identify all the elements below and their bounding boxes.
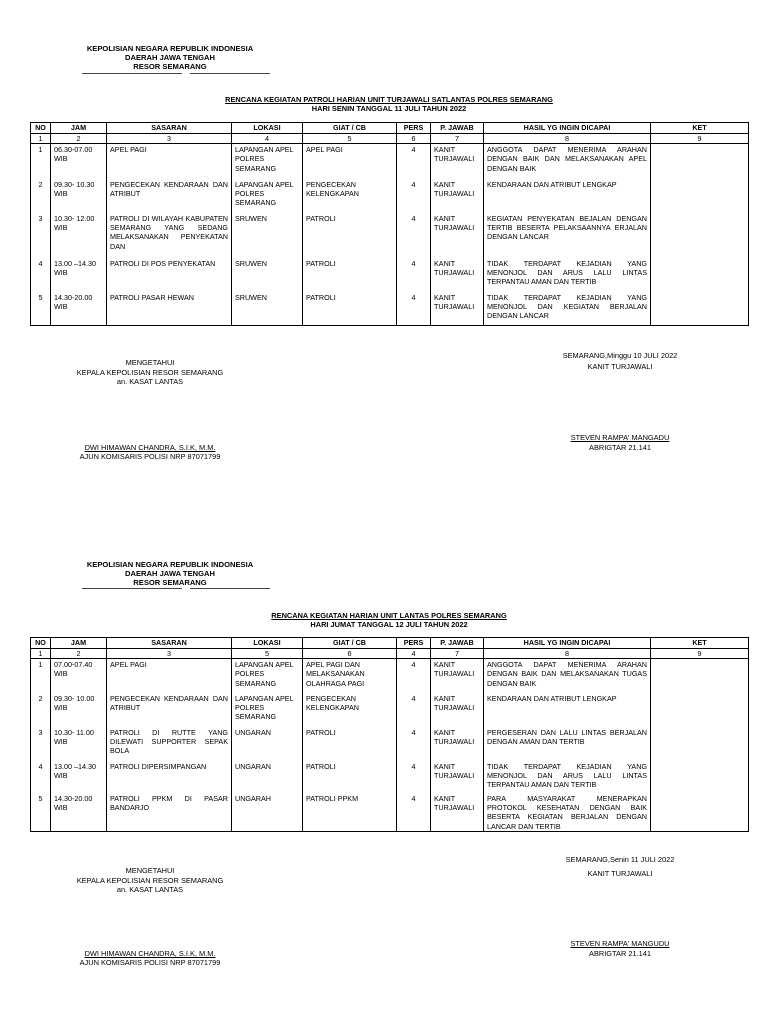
col-number: 3 <box>107 649 232 659</box>
doc1-schedule-table <box>30 122 749 326</box>
col-header-jam: JAM <box>51 638 107 649</box>
cell-jam: 14.30-20.00 WIB <box>51 292 107 326</box>
table-row <box>31 793 749 832</box>
cell-pers: 4 <box>397 179 431 213</box>
cell-giat: PATROLI <box>303 761 397 793</box>
cell-giat: PATROLI <box>303 258 397 292</box>
doc1-approver-name: DWI HIMAWAN CHANDRA, S.I.K, M.M. <box>84 442 216 452</box>
col-number: 1 <box>31 649 51 659</box>
cell-sasaran: PENGECEKAN KENDARAAN DAN ATRIBUT <box>107 693 232 727</box>
col-number: 8 <box>484 649 651 659</box>
doc1-approver-office: KEPALA KEPOLISIAN RESOR SEMARANG <box>76 367 224 377</box>
doc2-header-rule <box>82 588 270 589</box>
cell-jam: 10.30- 11.00 WIB <box>51 727 107 761</box>
col-number: 2 <box>51 134 107 144</box>
cell-jam: 14.30-20.00 WIB <box>51 793 107 832</box>
cell-sasaran: PATROLI DI RUTTE YANG DILEWATI SUPPORTER SEPAK BOLA <box>107 727 232 761</box>
cell-ket <box>651 179 749 213</box>
col-number: 1 <box>31 134 51 144</box>
cell-sasaran: PATROLI DI POS PENYEKATAN <box>107 258 232 292</box>
doc1-table-body <box>31 144 749 326</box>
doc1-signer-rank: ABRIGTAR 21.141 <box>589 442 651 452</box>
cell-no: 2 <box>31 179 51 213</box>
cell-ket <box>651 292 749 326</box>
cell-lokasi: LAPANGAN APEL POLRES SEMARANG <box>232 144 303 179</box>
col-number: 9 <box>651 649 749 659</box>
cell-lokasi: UNGARAN <box>232 761 303 793</box>
doc2-column-number-row <box>31 649 749 659</box>
col-header-pers: PERS <box>397 123 431 134</box>
cell-pers: 4 <box>397 292 431 326</box>
cell-pjawab: KANIT TURJAWALI <box>431 179 484 213</box>
col-header-sasaran: SASARAN <box>107 638 232 649</box>
doc2-right-signature <box>530 855 710 958</box>
cell-hasil: KEGIATAN PENYEKATAN BEJALAN DENGAN TERTIB BESERTA PELAKSAANNYA ERJALAN DENGAN LANCAR <box>484 213 651 258</box>
cell-no: 3 <box>31 213 51 258</box>
col-number: 8 <box>484 134 651 144</box>
doc2-signer-name: STEVEN RAMPA' MANGUDU <box>570 939 670 948</box>
col-header-giat: GIAT / CB <box>303 123 397 134</box>
cell-hasil: TIDAK TERDAPAT KEJADIAN YANG MENONJOL DAN ARUS LALU LINTAS TERPANTAU AMAN DAN TERTIB <box>484 258 651 292</box>
col-header-lokasi: LOKASI <box>232 123 303 134</box>
cell-pers: 4 <box>397 258 431 292</box>
table-row <box>31 693 749 727</box>
col-header-ket: KET <box>651 123 749 134</box>
doc2-approver-office: KEPALA KEPOLISIAN RESOR SEMARANG <box>76 875 224 885</box>
doc2-approver-on-behalf: an. KASAT LANTAS <box>116 885 184 894</box>
cell-lokasi: SRUWEN <box>232 292 303 326</box>
doc2-table-body <box>31 659 749 832</box>
cell-lokasi: SRUWEN <box>232 213 303 258</box>
doc1-header-rule <box>82 73 270 74</box>
table-row <box>31 179 749 213</box>
cell-lokasi: SRUWEN <box>232 258 303 292</box>
cell-sasaran: APEL PAGI <box>107 144 232 179</box>
doc1-signer-name: STEVEN RAMPA' MANGADU <box>570 433 670 442</box>
cell-lokasi: LAPANGAN APEL POLRES SEMARANG <box>232 659 303 693</box>
cell-giat: PATROLI <box>303 292 397 326</box>
doc1-header-row <box>31 123 749 134</box>
doc1-sign-date: SEMARANG,Minggu 10 JULI 2022 <box>562 351 678 360</box>
doc1-title-block <box>30 96 748 113</box>
cell-jam: 07.00-07.40 WIB <box>51 659 107 693</box>
table-row <box>31 258 749 292</box>
doc2-subtitle: HARI JUMAT TANGGAL 12 JULI TAHUN 2022 <box>310 619 468 629</box>
cell-no: 4 <box>31 258 51 292</box>
doc2-signer-rank: ABRIGTAR 21.141 <box>589 948 651 958</box>
table-row <box>31 292 749 326</box>
cell-pers: 4 <box>397 659 431 693</box>
doc2-title: RENCANA KEGIATAN HARIAN UNIT LANTAS POLRES SEMARANG <box>271 611 507 620</box>
table-row <box>31 144 749 179</box>
doc2-header-line-3: RESOR SEMARANG <box>133 578 207 587</box>
doc2-left-signature <box>70 866 230 968</box>
cell-sasaran: PATROLI PASAR HEWAN <box>107 292 232 326</box>
cell-jam: 10.30- 12.00 WIB <box>51 213 107 258</box>
cell-pers: 4 <box>397 213 431 258</box>
col-number: 5 <box>303 134 397 144</box>
col-number: 9 <box>651 134 749 144</box>
cell-ket <box>651 761 749 793</box>
doc1-signer-role: KANIT TURJAWALI <box>587 361 653 371</box>
cell-hasil: PARA MASYARAKAT MENERAPKAN PROTOKOL KESEHATAN DENGAN BAIK BESERTA KEGIATAN BERJALAN DENGAN LANCAR DAN TERTIB <box>484 793 651 832</box>
cell-sasaran: PATROLI DI WILAYAH KABUPATEN SEMARANG YANG SEDANG MELAKSANAKAN PENYEKATAN DAN <box>107 213 232 258</box>
cell-hasil: TIDAK TERDAPAT KEJADIAN YANG MENONJOL DAN ARUS LALU LINTAS TERPANTAU AMAN DAN TERTIB <box>484 761 651 793</box>
col-number: 3 <box>107 134 232 144</box>
doc1-subtitle: HARI SENIN TANGGAL 11 JULI TAHUN 2022 <box>311 103 467 113</box>
col-header-jam: JAM <box>51 123 107 134</box>
cell-giat: PENGECEKAN KELENGKAPAN <box>303 179 397 213</box>
cell-giat: PATROLI PPKM <box>303 793 397 832</box>
doc1-title: RENCANA KEGIATAN PATROLI HARIAN UNIT TURJAWALI SATLANTAS POLRES SEMARANG <box>225 95 553 104</box>
cell-pers: 4 <box>397 761 431 793</box>
cell-hasil: TIDAK TERDAPAT KEJADIAN YANG MENONJOL DAN KEGIATAN BERJALAN DENGAN LANCAR <box>484 292 651 326</box>
doc1-letterhead <box>60 44 280 71</box>
col-number-a: 6 <box>411 134 416 143</box>
cell-pjawab: KANIT TURJAWALI <box>431 659 484 693</box>
cell-no: 4 <box>31 761 51 793</box>
cell-lokasi: UNGARAH <box>232 793 303 832</box>
doc2-title-block <box>30 612 748 629</box>
cell-pjawab: KANIT TURJAWALI <box>431 144 484 179</box>
cell-jam: 13.00 –14.30 WIB <box>51 258 107 292</box>
table-row <box>31 761 749 793</box>
cell-no: 5 <box>31 793 51 832</box>
col-number: 7 <box>431 134 484 144</box>
col-header-pjawab: P. JAWAB <box>431 123 484 134</box>
cell-sasaran: PATROLI DIPERSIMPANGAN <box>107 761 232 793</box>
col-header-hasil: HASIL YG INGIN DICAPAI <box>484 638 651 649</box>
cell-lokasi: LAPANGAN APEL POLRES SEMARANG <box>232 179 303 213</box>
doc1-left-signature <box>70 358 230 462</box>
col-number: 4 <box>397 649 431 659</box>
cell-giat: PATROLI <box>303 213 397 258</box>
doc1-header-line-3: RESOR SEMARANG <box>133 62 207 71</box>
doc2-header-row <box>31 638 749 649</box>
cell-no: 5 <box>31 292 51 326</box>
cell-ket <box>651 693 749 727</box>
cell-lokasi: LAPANGAN APEL POLRES SEMARANG <box>232 693 303 727</box>
cell-no: 1 <box>31 144 51 179</box>
cell-lokasi: UNGARAN <box>232 727 303 761</box>
doc1-header-line-2: DAERAH JAWA TENGAH <box>124 53 215 62</box>
col-header-pjawab: P. JAWAB <box>431 638 484 649</box>
doc1-header-line-1: KEPOLISIAN NEGARA REPUBLIK INDONESIA <box>86 44 254 53</box>
cell-ket <box>651 727 749 761</box>
col-number: 5 <box>232 649 303 659</box>
cell-hasil: KENDARAAN DAN ATRIBUT LENGKAP <box>484 693 651 727</box>
cell-giat: PENGECEKAN KELENGKAPAN <box>303 693 397 727</box>
cell-hasil: PERGESERAN DAN LALU LINTAS BERJALAN DENGAN AMAN DAN TERTIB <box>484 727 651 761</box>
cell-no: 1 <box>31 659 51 693</box>
table-row <box>31 727 749 761</box>
cell-ket <box>651 213 749 258</box>
cell-jam: 09.30- 10.30 WIB <box>51 179 107 213</box>
cell-giat: PATROLI <box>303 727 397 761</box>
cell-ket <box>651 144 749 179</box>
cell-ket <box>651 659 749 693</box>
col-number: 4 <box>232 134 303 144</box>
col-header-ket: KET <box>651 638 749 649</box>
cell-no: 2 <box>31 693 51 727</box>
doc1-right-signature <box>530 351 710 452</box>
doc2-header-line-1: KEPOLISIAN NEGARA REPUBLIK INDONESIA <box>86 560 254 569</box>
col-number: 2 <box>51 649 107 659</box>
cell-hasil: ANGGOTA DAPAT MENERIMA ARAHAN DENGAN BAIK DAN MELAKSANAKAN APEL DENGAN BAIK <box>484 144 651 179</box>
col-number: 7 <box>431 649 484 659</box>
cell-no: 3 <box>31 727 51 761</box>
col-header-sasaran: SASARAN <box>107 123 232 134</box>
doc2-approval-label: MENGETAHUI <box>125 866 175 875</box>
doc1-approval-label: MENGETAHUI <box>125 358 175 367</box>
col-header-no: NO <box>31 638 51 649</box>
cell-giat: APEL PAGI DAN MELAKSANAKAN OLAHRAGA PAGI <box>303 659 397 693</box>
doc2-header-line-2: DAERAH JAWA TENGAH <box>124 569 215 578</box>
cell-hasil: KENDARAAN DAN ATRIBUT LENGKAP <box>484 179 651 213</box>
col-header-no: NO <box>31 123 51 134</box>
col-number: 6 <box>303 649 397 659</box>
cell-jam: 13.00 –14.30 WIB <box>51 761 107 793</box>
cell-pers: 4 <box>397 693 431 727</box>
cell-pjawab: KANIT TURJAWALI <box>431 793 484 832</box>
doc2-approver-rank: AJUN KOMISARIS POLISI NRP 87071799 <box>79 958 221 967</box>
cell-sasaran: PATROLI PPKM DI PASAR BANDARJO <box>107 793 232 832</box>
doc2-sign-date: SEMARANG,Senin 11 JULI 2022 <box>565 855 675 864</box>
col-header-hasil: HASIL YG INGIN DICAPAI <box>484 123 651 134</box>
doc2-signer-role: KANIT TURJAWALI <box>587 868 653 878</box>
cell-pers: 4 <box>397 793 431 832</box>
doc2-approver-name: DWI HIMAWAN CHANDRA, S.I.K, M.M. <box>84 948 216 958</box>
doc1-approver-rank: AJUN KOMISARIS POLISI NRP 87071799 <box>79 452 221 461</box>
doc1-approver-on-behalf: an. KASAT LANTAS <box>116 377 184 386</box>
cell-ket <box>651 258 749 292</box>
doc1-column-number-row <box>31 134 749 144</box>
cell-pjawab: KANIT TURJAWALI <box>431 213 484 258</box>
cell-sasaran: PENGECEKAN KENDARAAN DAN ATRIBUT <box>107 179 232 213</box>
cell-jam: 06.30-07.00 WIB <box>51 144 107 179</box>
table-row <box>31 213 749 258</box>
cell-ket <box>651 793 749 832</box>
cell-pers: 4 <box>397 144 431 179</box>
cell-pjawab: KANIT TURJAWALI <box>431 761 484 793</box>
doc2-schedule-table <box>30 637 749 832</box>
col-header-lokasi: LOKASI <box>232 638 303 649</box>
cell-pjawab: KANIT TURJAWALI <box>431 727 484 761</box>
cell-hasil: ANGGOTA DAPAT MENERIMA ARAHAN DENGAN BAIK DAN MELAKSANAKAN TUGAS DENGAN BAIK <box>484 659 651 693</box>
doc2-letterhead <box>60 560 280 587</box>
cell-pjawab: KANIT TURJAWALI <box>431 693 484 727</box>
col-header-pers: PERS <box>397 638 431 649</box>
cell-jam: 09.30- 10.00 WIB <box>51 693 107 727</box>
cell-sasaran: APEL PAGI <box>107 659 232 693</box>
col-header-giat: GIAT / CB <box>303 638 397 649</box>
cell-pjawab: KANIT TURJAWALI <box>431 292 484 326</box>
table-row <box>31 659 749 693</box>
cell-giat: APEL PAGI <box>303 144 397 179</box>
cell-pjawab: KANIT TURJAWALI <box>431 258 484 292</box>
cell-pers: 4 <box>397 727 431 761</box>
col-number <box>397 134 431 144</box>
